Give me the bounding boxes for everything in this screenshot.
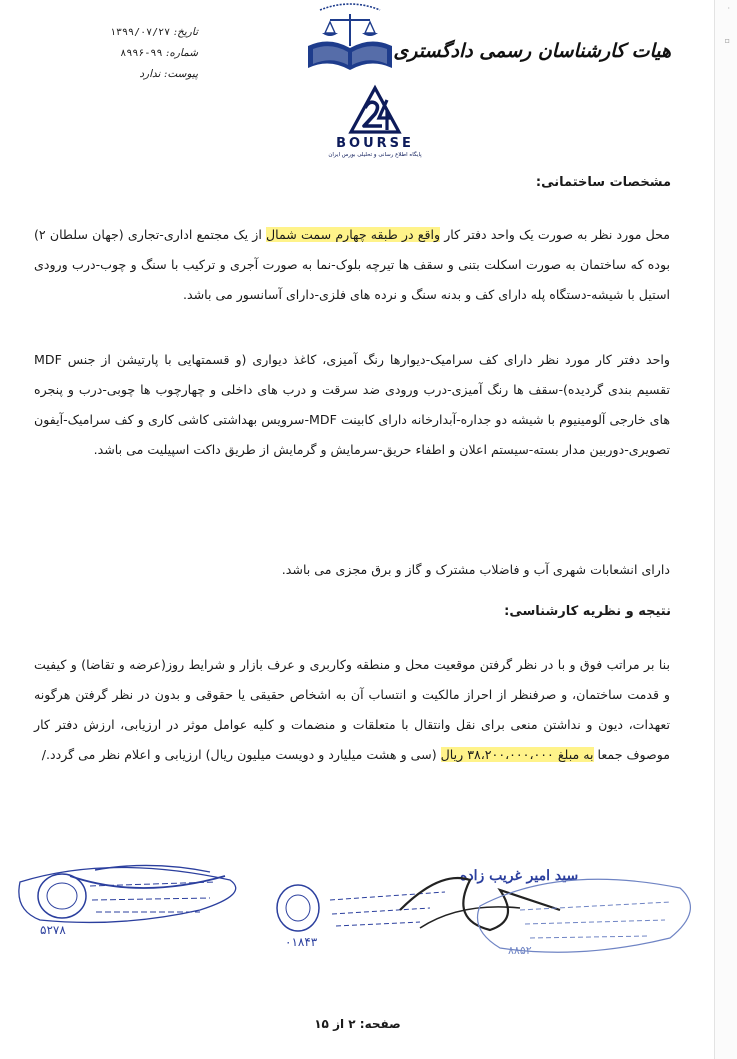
justice-emblem-icon <box>298 2 402 74</box>
right-stamp-number: ۸۸۵۲ <box>508 944 532 957</box>
building-specs-paragraph-2: واحد دفتر کار مورد نظر دارای کف سرامیک-دیوارها رنگ آمیزی، کاغذ دیواری (و قسمتهایی با پارتیشن از جنس MDF تقسیم بندی گردیده)-سقف ها رنگ آمیزی-درب ورودی ضد سرقت و درب های داخلی و چهارچوب ها چوبی-درب و پنجره های خارجی آلومینیوم با شیشه دو جداره-آبدارخانه دارای کابینت MDF-سرویس بهداشتی کاشی کاری و کف سرامیک-آیفون تصویری-دوربین مدار بسته-سیستم اعلان و اطفاء حریق-سرمایش و گرمایش از طریق داکت اسپیلیت می باشد. <box>34 352 671 457</box>
org-title: هیات کارشناسان رسمی دادگستری <box>393 40 671 62</box>
binder-strip <box>714 0 737 1059</box>
center-stamp-icon <box>277 868 578 949</box>
left-stamp-icon <box>19 865 236 937</box>
number-label: شماره: <box>165 47 198 59</box>
number-value: ۹۹-۸۹۹۶ <box>120 48 163 59</box>
specs-p1-end: از یک مجتمع اداری-تجاری (جهان سلطان ۲) بوده که ساختمان به صورت اسکلت بتنی و سقف ها تیرچه بلوک-نما به صورت آجری و ترکیب با سنگ و چوب-درب ورودی استیل با شیشه-دستگاه پله دارای کف و بدنه سنگ و نرده های فلزی-دارای آسانسور می باشد. <box>34 227 670 302</box>
number-row <box>88 43 198 64</box>
signature-underline <box>420 907 520 928</box>
bourse-wordmark: BOURSE <box>336 136 414 151</box>
bourse-subtitle: پایگاه اطلاع رسانی و تحلیلی بورس ایران <box>328 152 422 158</box>
conclusion-end: (سی و هشت میلیارد و دویست میلیون ریال) ارزیابی و اعلام نظر می گردد./ <box>41 747 441 762</box>
valuation-highlight: به مبلغ ۳۸،۲۰۰،۰۰۰،۰۰۰ ریال <box>440 747 594 762</box>
attachment-row <box>88 64 198 85</box>
attachment-label: پیوست: <box>163 68 198 80</box>
date-label: تاریخ: <box>173 26 198 38</box>
signatures-and-stamps <box>0 850 715 970</box>
conclusion-paragraph <box>34 650 670 770</box>
specs-p1-start: محل مورد نظر به صورت یک واحد دفتر کار <box>440 227 671 242</box>
building-specs-paragraph-3: دارای انشعابات شهری آب و فاضلاب مشترک و گاز و برق مجزی می باشد. <box>281 562 670 577</box>
center-stamp-name: سید امیر غریب زاده <box>460 868 579 884</box>
attachment-value: ندارد <box>139 68 161 80</box>
page-number: صفحه: ۲ از ۱۵ <box>314 1017 401 1031</box>
conclusion-start: بنا بر مراتب فوق و با در نظر گرفتن موقعیت محل و منطقه وکاربری و عرف بازار و شرایط روز(عرضه و تقاضا) و کیفیت و قدمت ساختمان، و صرفنظر از احراز مالکیت و انتساب آن به اشخاص حقیقی یا حقوقی و بدون در نظر گرفتن هرگونه تعهدات، دیون و نداشتن منعی برای نقل وانتقال با متعلقات و منضمات و کلیه عوامل موثر در ارزیابی، ارزش دفتر کار موصوف جمعا <box>34 657 670 762</box>
left-stamp-number: ۵۲۷۸ <box>40 923 66 937</box>
letter-meta <box>88 22 198 85</box>
date-row <box>88 22 198 43</box>
strip-mark: ▫ <box>724 36 730 45</box>
building-specs-paragraph-1 <box>34 220 670 310</box>
bourse-mark-icon <box>347 84 403 136</box>
building-specs-heading: مشخصات ساختمانی: <box>535 175 671 190</box>
bourse-logo <box>320 84 430 164</box>
letterhead-title <box>393 40 671 62</box>
right-stamp-icon <box>478 879 691 957</box>
date-value: ۱۳۹۹/۰۷/۲۷ <box>110 27 171 38</box>
center-stamp-number: ۰۱۸۴۳ <box>285 935 318 949</box>
strip-mark: · <box>727 4 730 13</box>
conclusion-heading: نتیجه و نظریه کارشناسی: <box>504 604 671 619</box>
location-highlight: واقع در طبقه چهارم سمت شمال <box>266 227 441 242</box>
